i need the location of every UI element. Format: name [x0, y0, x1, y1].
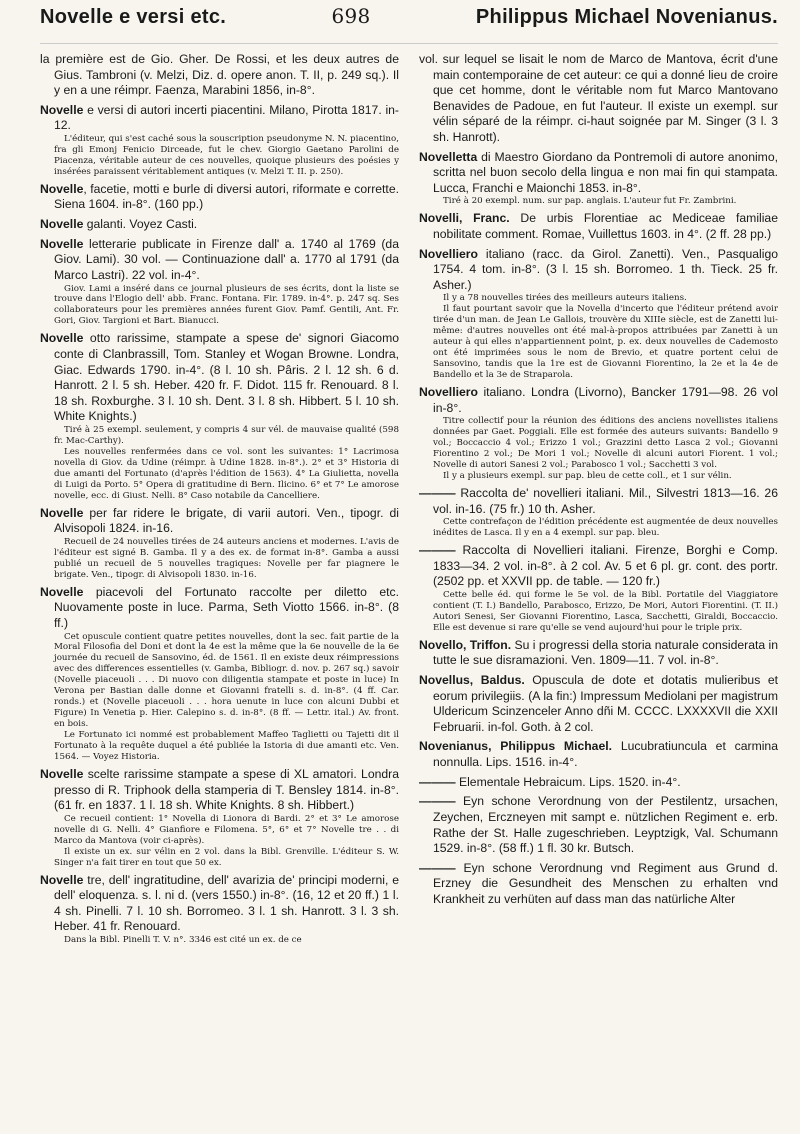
bibliography-entry	[419, 543, 778, 634]
entry-text: Opuscula de dote et dotatis mulieribus et eorum privilegiis. (A la fin:) Impressum Mediolani per magistrum Uldericum Scinzenceler Anno dñi M. CCCC. LXXXXVII die XXII Februarii. in-fol. Goth. à 2 col.	[433, 673, 778, 734]
entry-keyword: ———	[419, 794, 456, 809]
bibliography-entry	[419, 638, 778, 669]
entry-heading	[419, 385, 778, 416]
bibliography-entry	[419, 52, 778, 146]
entry-heading	[419, 150, 778, 197]
entry-note: Cette contrefaçon de l'édition précédente est augmentée de deux nouvelles inédites de Lasca. Il y en a 4 exempl. sur pap. bleu.	[433, 517, 778, 539]
entry-heading	[40, 52, 399, 99]
entry-text: scelte rarissime stampate a spese di XL amatori. Londra presso di R. Triphook della stamperia di T. Bensley 1814. in-8°. (61 fr. en 1837. 1 l. 18 sh. White Knights. 8 sh. Hibbert.)	[54, 766, 399, 813]
bibliography-entry	[419, 775, 778, 791]
page-number: 698	[331, 4, 371, 28]
entry-heading	[419, 211, 778, 242]
entry-note: Cet opuscule contient quatre petites nouvelles, dont la sec. fait partie de la Moral Filosofia del Doni et dont la 4e est la même que la 6e nouvelle de la 6e journée du recueil de Sansovino, éd. de 1561. Il en existe deux réimpressions avec des differences essentielles (v. Gamba, Bibliogr. d. nov. p. 267 sq.) savoir (Novelle piaceuoli . . . Di nuovo con diligentia stampate et poste in luce) In Verona per Bastian dalle donne et Giovanni fratelli s. d. in-8°. (4 ff. Car. ronds.) et (Novelle piaceuoli . . . hora uenute in luce con alcuni Dubbi et Figure) In Venetia p. Hier. Calepino s. d. in-8°. (8 ff. — Lettr. ital.) Av. front. en bois.	[54, 631, 399, 730]
entry-heading	[40, 237, 399, 284]
entry-note: Tiré à 25 exempl. seulement, y compris 4 sur vél. de mauvaise qualité (598 fr. Mac-Carthy).	[54, 424, 399, 446]
entry-keyword: Novelliero	[419, 385, 478, 400]
bibliography-entry	[40, 237, 399, 328]
bibliography-entry	[419, 861, 778, 908]
entry-note: Giov. Lami a inséré dans ce journal plusieurs de ses écrits, dont la liste se trouve dans l'Elogio dell' abb. Franc. Fontana. Fir. 1789. in-4°. p. 247 sq. Ses collaborateurs pour les premières années furent Giov. Pamf. Gentili, Ant. Fr. Gori, Giov. Targioni et Bart. Bianucci.	[54, 283, 399, 327]
bibliography-entry	[419, 794, 778, 856]
bibliography-entry	[419, 150, 778, 208]
entry-text: tre, dell' ingratitudine, dell' avarizia de' principi moderni, e dell' eloquenza. s. l. ni d. (vers 1550.) in-8°. (16, 12 et 20 ff.) 1 l. 4 sh. Pinelli. 7 l. 10 sh. Borromeo. 3 l. 1 sh. Hanrott. 3 l. 3 sh. Heber. 41 fr. Renouard.	[54, 872, 399, 934]
bibliography-entry	[40, 182, 399, 213]
entry-keyword: Novelle	[40, 102, 84, 117]
entry-text: galanti. Voyez Casti.	[83, 217, 198, 232]
entry-text: la première est de Gio. Gher. De Rossi, et les deux autres de Gius. Tambroni (v. Melzi, Diz. d. opere anon. T. II, p. 249 sq.). Il y en a une réimpr. Faenza, Marabini 1856, in-8°.	[40, 52, 399, 98]
entry-text: Raccolta di Novellieri italiani. Firenze, Borghi e Comp. 1833—34. 2 vol. in-8°. à 2 col. Av. 5 et 6 pl. gr. cont. des portr. (2502 pp. et XXVII pp. de table. — 120 fr.)	[433, 543, 778, 589]
bibliography-entry	[40, 767, 399, 869]
entry-note: Ce recueil contient: 1° Novella di Lionora di Bardi. 2° et 3° Le amorose novelle di G. Nelli. 4° Gianfiore e Filomena. 5°, 6° et 7° Novelle tre . . di Marco da Mantova (voir ci-après).	[54, 813, 399, 846]
entry-text: di Maestro Giordano da Pontremoli di autore anonimo, scritta nel buon secolo della lingua e non mai fin qui stampata. Lucca, Franchi e Maionchi 1853. in-8°.	[433, 149, 778, 195]
bibliography-entry	[40, 585, 399, 763]
header-right-title: Philippus Michael Novenianus.	[475, 6, 778, 28]
entry-keyword: Novelle	[40, 331, 84, 346]
entry-text: vol. sur lequel se lisait le nom de Marco de Mantova, écrit d'une main contemporaine de cet auteur: ce qui a donné lieu de croire que cet homme, dont le véritable nom fut Marco Mantovano Benavides de Padoue, en fut l'auteur. Il existe un exempl. sur vélin séparé de la réimpr. ci-haut soignée par M. Singer (3 l. 3 sh. Hanrott).	[419, 52, 778, 145]
entry-text: otto rarissime, stampate a spese de' signori Giacomo conte di Clanbrassill, Tom. Stanley et Wogan Browne. Londra, Giac. Edwards 1790. in-4°. (8 l. 10 sh. Pâris. 2 l. 12 sh. 6 d. Hanrott. 2 l. 5 sh. Heber. 420 fr. F. Didot. 115 fr. Renouard. 8 l. 18 sh. Roxburghe. 3 l. 10 sh. Dent. 3 l. 8 sh. Hibbert. 5 l. 10 sh. White Knights.)	[54, 331, 399, 424]
entry-heading	[419, 543, 778, 590]
entry-note: L'éditeur, qui s'est caché sous la souscription pseudonyme N. N. piacentino, fra gli Emonj Fenicio Dirceade, fut le chev. Giorgio Gaetano Parolini de Piacenza, véritable auteur de ces nouvelles, quoique plusieurs des poésies y insérées paraissent véritablement antiques (v. Melzi T. II. p. 250).	[54, 134, 399, 177]
entry-heading	[40, 103, 399, 134]
entry-keyword: Novelletta	[419, 149, 478, 164]
entry-text: Lucubratiuncula et carmina nonnulla. Lips. 1516. in-4°.	[433, 739, 778, 770]
bibliography-entry	[40, 873, 399, 946]
entry-keyword: Novenianus, Philippus Michael.	[419, 739, 613, 754]
entry-note: Les nouvelles renfermées dans ce vol. sont les suivantes: 1° Lacrimosa novella di Giov. da Udine (réimpr. à Udine 1828. in-8°.). 2° et 3° Historia di due amanti del Fortunato (d'après l'édition de 1563). 4° La Giulietta, novella di Luigi da Porto. 5° Opera di gratitudine di Bern. Ilicino. 6° et 7° Le amorose novelle, ecc. di Giust. Nelli. 8° Caso notabile da Cancelliere.	[54, 446, 399, 501]
bibliography-entry	[419, 247, 778, 381]
entry-heading	[40, 585, 399, 632]
bibliography-entry	[419, 385, 778, 482]
entry-keyword: Novelle	[40, 872, 84, 887]
entry-note: Titre collectif pour la réunion des éditions des anciens novellistes italiens données par Gaet. Poggiali. Elle est formée des auteurs suivants: Bandello 9 vol.; Boccaccio 4 vol.; Erizzo 1 vol.; Grazzini detto Lasca 2 vol.; Giovanni Fiorentino 2 vol.; De Mori 1 vol.; Novelle di alcuni autori Fiorent. 1 vol.; Novelle di autori Sanesi 2 vol.; Parabosco 1 vol.; Sacchetti 3 vol.	[433, 416, 778, 471]
entry-keyword: Novellus, Baldus.	[419, 673, 525, 688]
entry-text: Eyn schone Verordnung von der Pestilentz, ursachen, Zeychen, Erczneyen mit sampt e. nützlichen Regiment e. erb. Rathe der St. Halle zugeschrieben. Leyptzigk, Val. Schumann 1529. in-8°. (58 ff.) 1 fl. 30 kr. Butsch.	[433, 794, 778, 856]
entry-note: Cette belle éd. qui forme le 5e vol. de la Bibl. Portatile del Viaggiatore contient (T. I.) Bandello, Parabosco, Erizzo, De Mori, Autori Fiorentini. (T. II.) Autori Senesi, Ser Giovanni Fiorentino, Lasca, Sacchetti, Giraldi, Boccaccio. Elle est devenue si rare qu'elle se vend aujourd'hui pour le triple prix.	[433, 590, 778, 633]
entry-keyword: Novelle	[40, 217, 84, 232]
entry-heading	[40, 767, 399, 814]
entry-keyword: Novelle	[40, 766, 84, 781]
bibliography-entry	[40, 103, 399, 178]
bibliography-entry	[419, 211, 778, 242]
bibliography-entry	[419, 673, 778, 735]
entry-note: Il y a 78 nouvelles tirées des meilleurs auteurs italiens.	[443, 293, 687, 304]
text-columns	[40, 52, 778, 1127]
entry-keyword: Novello, Triffon.	[419, 637, 512, 652]
entry-keyword: ———	[419, 860, 456, 875]
entry-note: Il y a plusieurs exempl. sur pap. bleu de cette coll., et 1 sur vélin.	[443, 471, 732, 482]
entry-keyword: ———	[419, 543, 456, 558]
entry-text: e versi di autori incerti piacentini. Milano, Pirotta 1817. in-12.	[54, 102, 399, 133]
entry-keyword: Novelle	[40, 584, 84, 599]
entry-keyword: Novelle	[40, 236, 84, 251]
bibliography-entry	[40, 506, 399, 581]
entry-heading	[419, 794, 778, 856]
entry-keyword: Novelli, Franc.	[419, 211, 510, 226]
entry-heading	[419, 861, 778, 908]
entry-heading	[419, 247, 778, 294]
entry-text: italiano. Londra (Livorno), Bancker 1791—98. 26 vol in-8°.	[433, 385, 778, 415]
entry-heading	[40, 182, 399, 213]
entry-keyword: Novelle	[40, 505, 84, 520]
entry-note: Recueil de 24 nouvelles tirées de 24 auteurs anciens et modernes. L'avis de l'éditeur est signé B. Gamba. Il y a des ex. de format in-8°. Gamba a aussi publié un recueil de 5 nouvelles tragiques: Novelle per far piagnere le brigate. Ven., tipogr. di Alvisopoli 1830. in-16.	[54, 536, 399, 580]
entry-keyword: Novelliero	[419, 246, 478, 261]
entry-heading	[40, 506, 399, 537]
entry-heading	[40, 331, 399, 425]
left-column	[40, 52, 399, 1127]
entry-note: Dans la Bibl. Pinelli T. V. n°. 3346 est cité un ex. de ce	[64, 934, 302, 945]
running-header	[40, 0, 778, 44]
entry-heading	[419, 52, 778, 146]
bibliography-entry	[419, 739, 778, 770]
entry-heading	[40, 873, 399, 935]
entry-text: , facetie, motti e burle di diversi autori, riformate e corrette. Siena 1604. in-8°. (160 pp.)	[54, 181, 399, 212]
entry-text: De urbis Florentiae ac Mediceae familiae nobilitate comment. Romae, Vuillettus 1603. in 4°. (2 ff. 28 pp.)	[433, 211, 778, 242]
entry-text: Eyn schone Verordnung vnd Regiment aus Grund d. Erzney die Gesundheit des Menschen zu erhalten vnd Krankheit zu verhüten auf dass man das natürliche Alter	[433, 860, 778, 906]
bibliography-entry	[419, 486, 778, 539]
bibliography-entry	[40, 217, 399, 233]
entry-heading	[419, 739, 778, 770]
entry-heading	[419, 673, 778, 735]
header-left-title: Novelle e versi etc.	[40, 6, 227, 28]
entry-note: Il existe un ex. sur vélin en 2 vol. dans la Bibl. Grenville. L'éditeur S. W. Singer n'a fait tirer en tout que 50 ex.	[54, 846, 399, 868]
entry-text: Su i progressi della storia naturale considerata in tutte le sue disramazioni. Ven. 1809—11. 7 vol. in-8°.	[433, 637, 778, 668]
entry-text: per far ridere le brigate, di varii autori. Ven., tipogr. di Alvisopoli 1824. in-16.	[54, 505, 399, 536]
entry-text: Elementale Hebraicum. Lips. 1520. in-4°.	[455, 774, 681, 789]
entry-keyword: ———	[419, 486, 456, 501]
entry-heading	[40, 217, 399, 233]
entry-note: Il faut pourtant savoir que la Novella d'incerto que l'éditeur prétend avoir tirée d'un man. de Jean Le Gallois, trouvère du XIIIe siècle, est de Zanetti lui-même: d'autres nouvelles ont été mal-à-propos attribuées par Zanetti à un auteur à qui elles n'appartiennent point, p. ex. deux nouvelles de Cademosto ont été imprimées sous le nom de Brevio, et quatre portent celui de Sansovino, tandis que la 1re est de Giovanni Fiorentino, la 2e et la 4e de Bandello et la 3e de Straparola.	[433, 304, 778, 381]
entry-heading	[419, 486, 778, 517]
entry-keyword: Novelle	[40, 181, 84, 196]
bibliography-entry	[40, 52, 399, 99]
entry-text: letterarie publicate in Firenze dall' a. 1740 al 1769 (da Giov. Lami). 30 vol. — Continuazione dall' a. 1770 al 1791 (da Marco Lastri). 22 vol. in-4°.	[54, 236, 399, 282]
entry-note: Le Fortunato ici nommé est probablement Maffeo Taglietti ou Tajetti dit il Fortunato à la requête duquel a été publiée la Istoria di due amanti etc. Ven. 1564. — Voyez Historia.	[54, 730, 399, 762]
right-column	[419, 52, 778, 1127]
entry-text: italiano (racc. da Girol. Zanetti). Ven., Pasqualigo 1754. 4 tom. in-8°. (3 l. 15 sh. Borromeo. 1 th. Tieck. 25 fr. Asher.)	[433, 246, 778, 292]
entry-keyword: ———	[419, 774, 456, 789]
entry-note: Tiré à 20 exempl. num. sur pap. anglais. L'auteur fut Fr. Zambrini.	[443, 196, 737, 207]
bibliography-entry	[40, 331, 399, 501]
entry-heading	[419, 775, 778, 791]
entry-text: piacevoli del Fortunato raccolte per diletto etc. Nuovamente poste in luce. Parma, Seth Viotto 1566. in-8°. (8 ff.)	[54, 584, 399, 630]
entry-heading	[419, 638, 778, 669]
entry-text: Raccolta de' novellieri italiani. Mil., Silvestri 1813—16. 26 vol. in-16. (75 fr.) 10 th. Asher.	[433, 486, 778, 516]
